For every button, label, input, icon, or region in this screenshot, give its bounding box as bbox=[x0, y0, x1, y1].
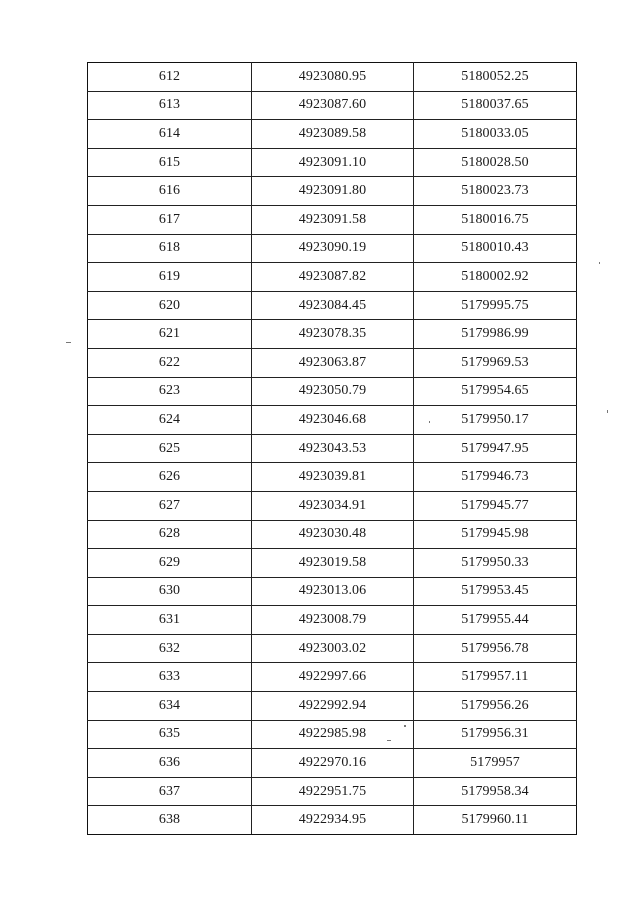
point-number-cell: 627 bbox=[88, 491, 252, 520]
table-row bbox=[88, 205, 577, 234]
point-number-cell: 633 bbox=[88, 663, 252, 692]
scan-speck bbox=[429, 421, 430, 423]
table-row bbox=[88, 720, 577, 749]
y-coordinate-cell: 5180002.92 bbox=[414, 263, 577, 292]
x-coordinate-cell: 4922985.98 bbox=[252, 720, 414, 749]
y-coordinate-cell: 5180010.43 bbox=[414, 234, 577, 263]
x-coordinate-cell: 4923003.02 bbox=[252, 634, 414, 663]
point-number-cell: 637 bbox=[88, 777, 252, 806]
y-coordinate-cell: 5179956.31 bbox=[414, 720, 577, 749]
x-coordinate-cell: 4923087.60 bbox=[252, 91, 414, 120]
point-number-cell: 632 bbox=[88, 634, 252, 663]
table-row bbox=[88, 377, 577, 406]
x-coordinate-cell: 4923080.95 bbox=[252, 63, 414, 92]
x-coordinate-cell: 4923019.58 bbox=[252, 549, 414, 578]
table-row bbox=[88, 234, 577, 263]
table-row bbox=[88, 434, 577, 463]
table-row bbox=[88, 549, 577, 578]
scan-speck bbox=[387, 740, 391, 741]
y-coordinate-cell: 5179954.65 bbox=[414, 377, 577, 406]
x-coordinate-cell: 4923091.80 bbox=[252, 177, 414, 206]
table-row bbox=[88, 491, 577, 520]
point-number-cell: 630 bbox=[88, 577, 252, 606]
y-coordinate-cell: 5179950.33 bbox=[414, 549, 577, 578]
table-row bbox=[88, 749, 577, 778]
point-number-cell: 628 bbox=[88, 520, 252, 549]
table-row bbox=[88, 606, 577, 635]
point-number-cell: 625 bbox=[88, 434, 252, 463]
point-number-cell: 620 bbox=[88, 291, 252, 320]
x-coordinate-cell: 4923046.68 bbox=[252, 406, 414, 435]
table-row bbox=[88, 406, 577, 435]
x-coordinate-cell: 4923043.53 bbox=[252, 434, 414, 463]
x-coordinate-cell: 4923089.58 bbox=[252, 120, 414, 149]
y-coordinate-cell: 5179957 bbox=[414, 749, 577, 778]
y-coordinate-cell: 5180016.75 bbox=[414, 205, 577, 234]
y-coordinate-cell: 5179945.77 bbox=[414, 491, 577, 520]
y-coordinate-cell: 5179956.78 bbox=[414, 634, 577, 663]
y-coordinate-cell: 5179945.98 bbox=[414, 520, 577, 549]
table-row bbox=[88, 120, 577, 149]
x-coordinate-cell: 4923063.87 bbox=[252, 348, 414, 377]
x-coordinate-cell: 4923090.19 bbox=[252, 234, 414, 263]
point-number-cell: 634 bbox=[88, 692, 252, 721]
coordinate-table-sheet bbox=[87, 62, 576, 835]
y-coordinate-cell: 5180033.05 bbox=[414, 120, 577, 149]
point-number-cell: 624 bbox=[88, 406, 252, 435]
table-row bbox=[88, 520, 577, 549]
point-number-cell: 613 bbox=[88, 91, 252, 120]
y-coordinate-cell: 5179986.99 bbox=[414, 320, 577, 349]
x-coordinate-cell: 4922992.94 bbox=[252, 692, 414, 721]
table-row bbox=[88, 463, 577, 492]
point-number-cell: 635 bbox=[88, 720, 252, 749]
scan-speck bbox=[404, 725, 406, 727]
scan-speck bbox=[599, 262, 600, 264]
table-row bbox=[88, 806, 577, 835]
point-number-cell: 616 bbox=[88, 177, 252, 206]
table-row bbox=[88, 634, 577, 663]
point-number-cell: 615 bbox=[88, 148, 252, 177]
y-coordinate-cell: 5179960.11 bbox=[414, 806, 577, 835]
y-coordinate-cell: 5180037.65 bbox=[414, 91, 577, 120]
x-coordinate-cell: 4923087.82 bbox=[252, 263, 414, 292]
point-number-cell: 618 bbox=[88, 234, 252, 263]
y-coordinate-cell: 5179947.95 bbox=[414, 434, 577, 463]
y-coordinate-cell: 5179969.53 bbox=[414, 348, 577, 377]
point-number-cell: 623 bbox=[88, 377, 252, 406]
x-coordinate-cell: 4923091.10 bbox=[252, 148, 414, 177]
y-coordinate-cell: 5179946.73 bbox=[414, 463, 577, 492]
table-row bbox=[88, 692, 577, 721]
table-row bbox=[88, 91, 577, 120]
point-number-cell: 617 bbox=[88, 205, 252, 234]
y-coordinate-cell: 5179995.75 bbox=[414, 291, 577, 320]
x-coordinate-cell: 4923078.35 bbox=[252, 320, 414, 349]
table-row bbox=[88, 263, 577, 292]
table-row bbox=[88, 663, 577, 692]
x-coordinate-cell: 4923050.79 bbox=[252, 377, 414, 406]
x-coordinate-cell: 4923084.45 bbox=[252, 291, 414, 320]
table-row bbox=[88, 177, 577, 206]
point-number-cell: 636 bbox=[88, 749, 252, 778]
table-row bbox=[88, 348, 577, 377]
x-coordinate-cell: 4922970.16 bbox=[252, 749, 414, 778]
point-number-cell: 621 bbox=[88, 320, 252, 349]
point-number-cell: 638 bbox=[88, 806, 252, 835]
point-number-cell: 619 bbox=[88, 263, 252, 292]
point-number-cell: 614 bbox=[88, 120, 252, 149]
y-coordinate-cell: 5180023.73 bbox=[414, 177, 577, 206]
x-coordinate-cell: 4923091.58 bbox=[252, 205, 414, 234]
y-coordinate-cell: 5179953.45 bbox=[414, 577, 577, 606]
point-number-cell: 622 bbox=[88, 348, 252, 377]
y-coordinate-cell: 5179950.17 bbox=[414, 406, 577, 435]
point-number-cell: 626 bbox=[88, 463, 252, 492]
table-row bbox=[88, 148, 577, 177]
x-coordinate-cell: 4923013.06 bbox=[252, 577, 414, 606]
y-coordinate-cell: 5179955.44 bbox=[414, 606, 577, 635]
scan-speck bbox=[607, 410, 608, 413]
point-number-cell: 631 bbox=[88, 606, 252, 635]
table-row bbox=[88, 63, 577, 92]
y-coordinate-cell: 5179956.26 bbox=[414, 692, 577, 721]
table-row bbox=[88, 320, 577, 349]
point-number-cell: 612 bbox=[88, 63, 252, 92]
y-coordinate-cell: 5179957.11 bbox=[414, 663, 577, 692]
table-row bbox=[88, 577, 577, 606]
x-coordinate-cell: 4923034.91 bbox=[252, 491, 414, 520]
x-coordinate-cell: 4923030.48 bbox=[252, 520, 414, 549]
coordinate-table bbox=[87, 62, 577, 835]
table-row bbox=[88, 777, 577, 806]
x-coordinate-cell: 4922997.66 bbox=[252, 663, 414, 692]
table-row bbox=[88, 291, 577, 320]
y-coordinate-cell: 5180028.50 bbox=[414, 148, 577, 177]
x-coordinate-cell: 4922951.75 bbox=[252, 777, 414, 806]
y-coordinate-cell: 5180052.25 bbox=[414, 63, 577, 92]
coordinate-table-body bbox=[88, 63, 577, 835]
y-coordinate-cell: 5179958.34 bbox=[414, 777, 577, 806]
scan-speck bbox=[66, 342, 71, 343]
point-number-cell: 629 bbox=[88, 549, 252, 578]
x-coordinate-cell: 4922934.95 bbox=[252, 806, 414, 835]
x-coordinate-cell: 4923008.79 bbox=[252, 606, 414, 635]
x-coordinate-cell: 4923039.81 bbox=[252, 463, 414, 492]
